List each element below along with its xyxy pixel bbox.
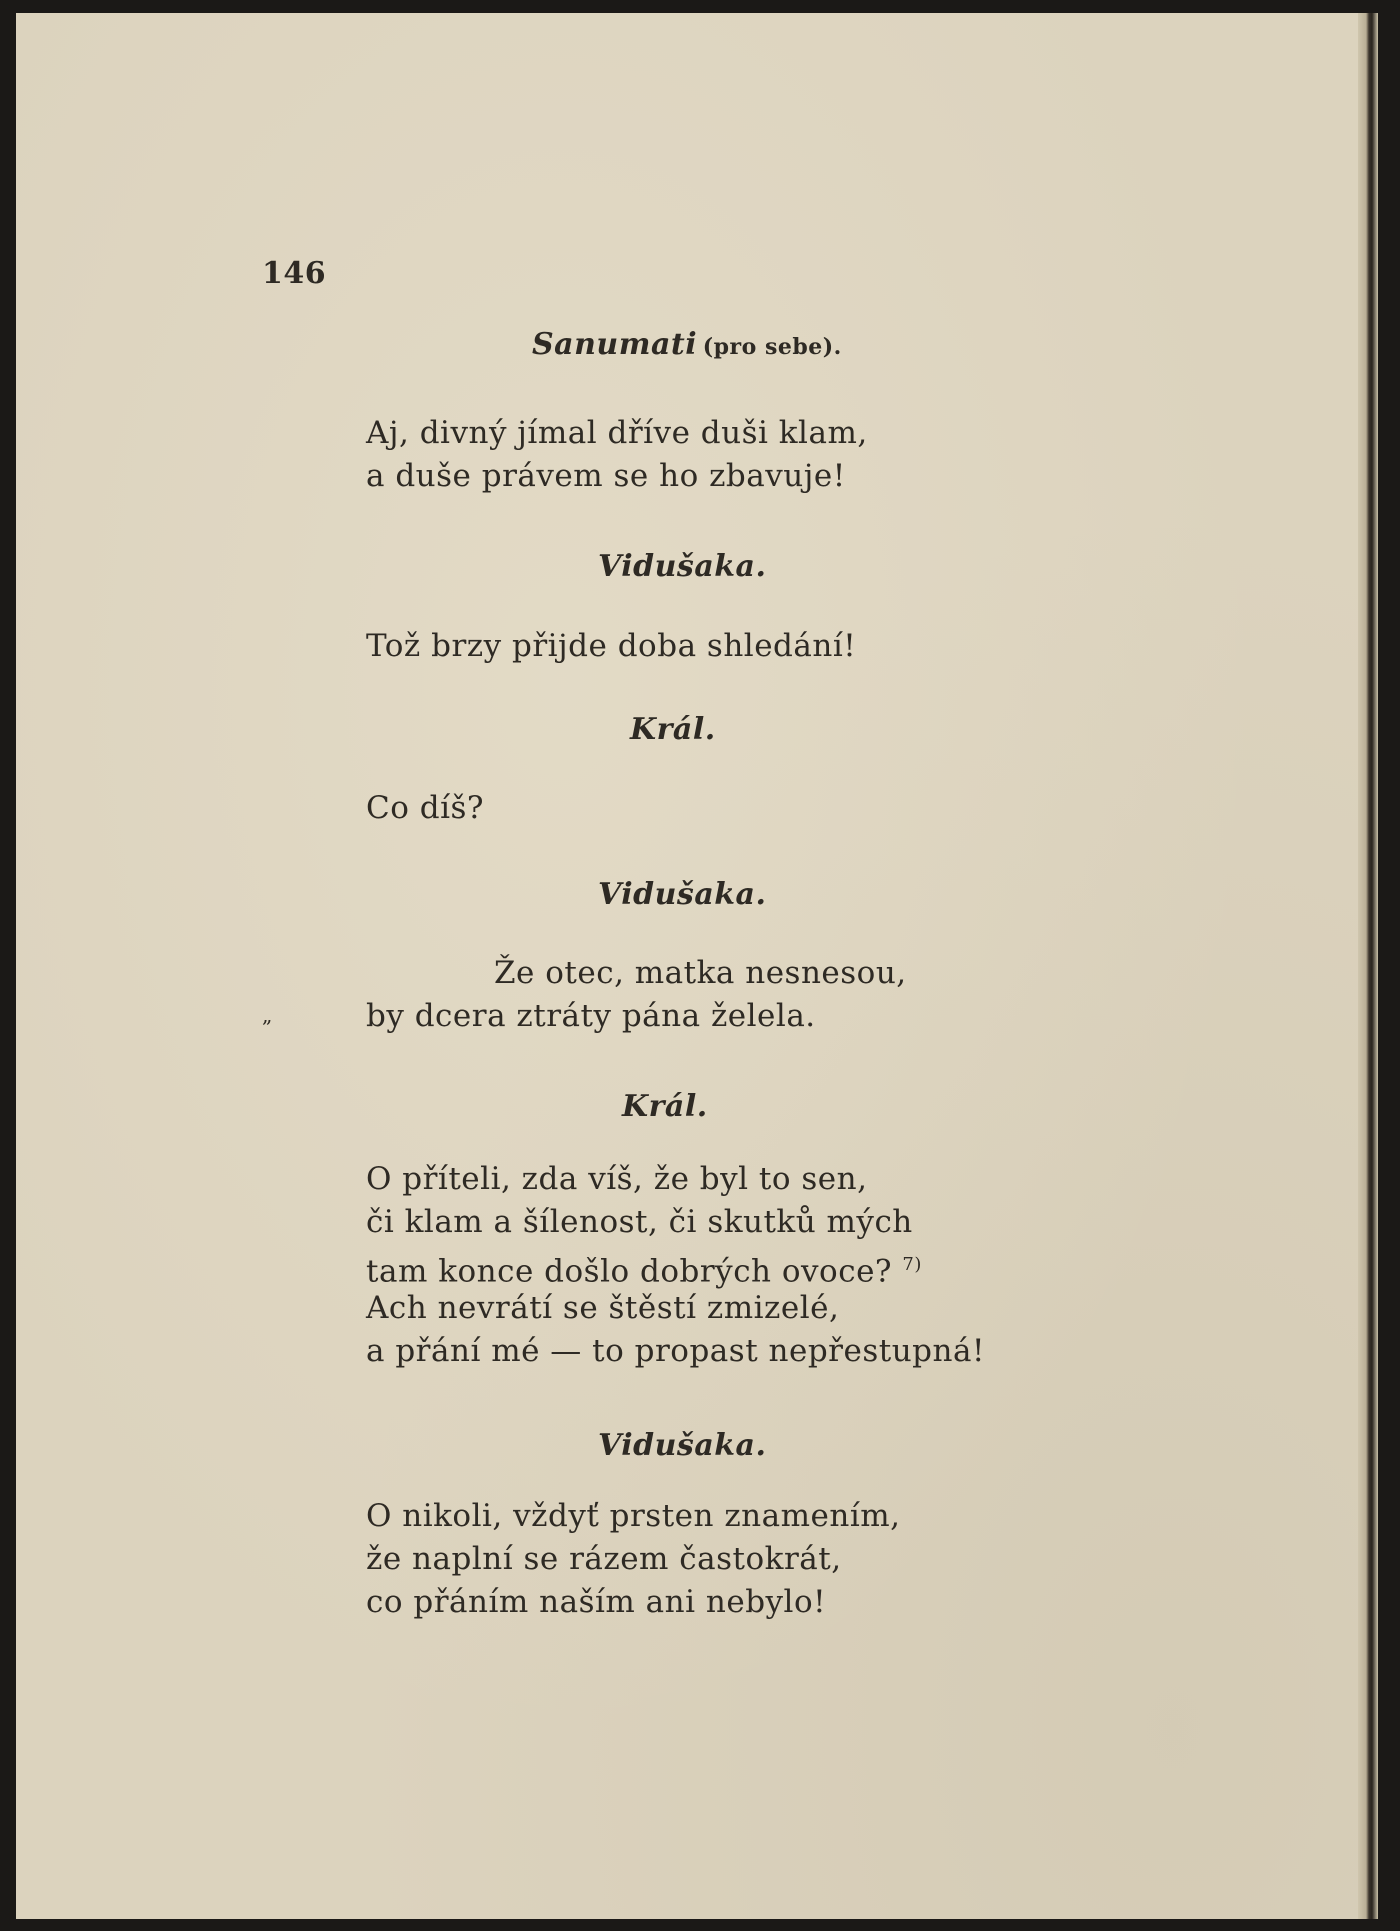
speaker-name: Král. (630, 712, 716, 747)
verse-line: Že otec, matka nesnesou, (494, 955, 907, 991)
speaker-heading (532, 327, 842, 362)
stage-direction: (pro sebe). (702, 334, 842, 360)
margin-mark: „ (262, 1003, 273, 1027)
verse-line: Tož brzy přijde doba shledání! (366, 628, 857, 664)
verse-line: O příteli, zda víš, že byl to sen, (366, 1161, 868, 1197)
verse-line: či klam a šílenost, či skutků mých (366, 1204, 913, 1240)
verse-line: Aj, divný jímal dříve duši klam, (366, 415, 868, 451)
speaker-name: Král. (622, 1089, 708, 1124)
speaker-name: Vidušaka. (598, 1428, 767, 1463)
speaker-name: Sanumati (532, 327, 698, 362)
verse-line: Ach nevrátí se štěstí zmizelé, (366, 1290, 840, 1326)
verse-line: že naplní se rázem častokrát, (366, 1541, 842, 1577)
verse-line: co přáním naším ani nebylo! (366, 1584, 827, 1620)
verse-line-with-footnote (366, 1245, 922, 1291)
page-gutter (1358, 13, 1378, 1919)
book-page (16, 13, 1378, 1919)
verse-line: a duše právem se ho zbavuje! (366, 458, 846, 494)
speaker-name: Vidušaka. (598, 549, 767, 584)
footnote-ref: 7) (902, 1254, 922, 1275)
verse-line: Co díš? (366, 790, 485, 826)
verse-line: O nikoli, vždyť prsten znamením, (366, 1498, 901, 1534)
verse-line: a přání mé — to propast nepřestupná! (366, 1333, 985, 1369)
verse-line: tam konce došlo dobrých ovoce? (366, 1253, 893, 1290)
page-number: 146 (262, 256, 327, 291)
speaker-name: Vidušaka. (598, 877, 767, 912)
verse-line: by dcera ztráty pána želela. (366, 998, 816, 1034)
